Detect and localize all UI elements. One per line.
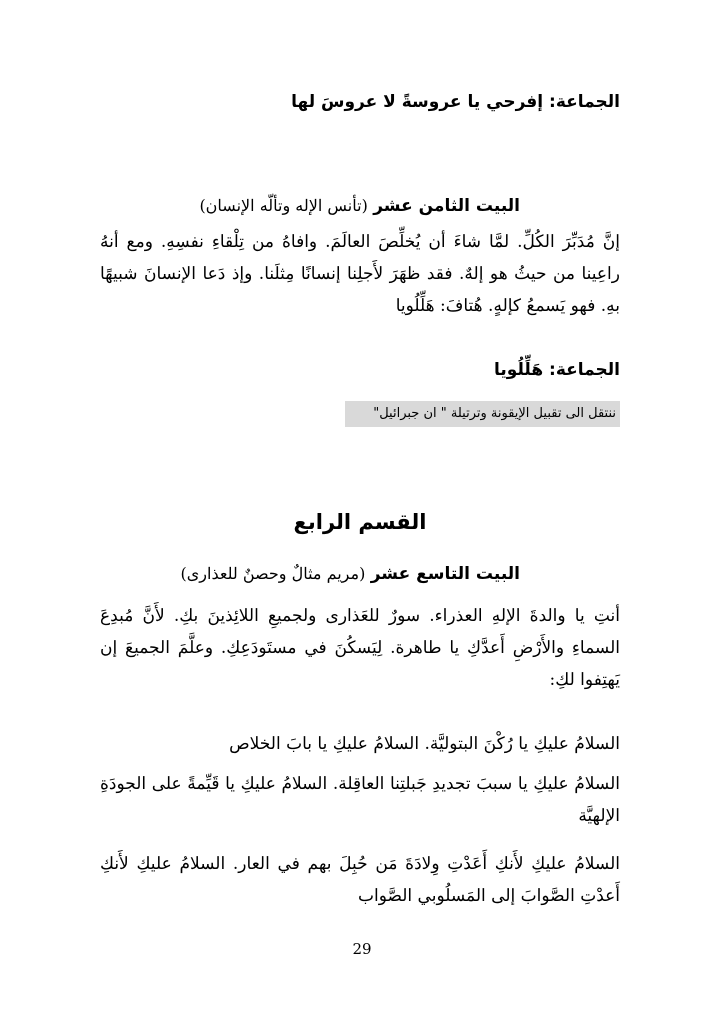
rubric-note: ننتقل الى تقبيل الإيقونة وترتيلة " ان جبرائيل"	[345, 401, 620, 427]
chorus-line: الجماعة: إفرحي يا عروسةً لا عروسَ لها	[291, 92, 620, 112]
salutation-line: السلامُ عليكِ يا سببَ تجديدِ جَبلتِنا العاقِلة. السلامُ عليكِ يا قَيِّمةً على الجودَةِ الإلهيَّة	[100, 774, 620, 826]
chorus-alleluia: الجماعة: هَلِّلُويا	[494, 360, 620, 380]
stanza-18-heading	[100, 196, 520, 216]
stanza-18-title: البيت الثامن عشر	[373, 196, 520, 216]
stanza-19-heading	[100, 564, 520, 584]
stanza-18-text: إنَّ مُدَبِّرَ الكُلِّ. لمَّا شاءَ أن يُخلِّصَ العالَمَ. وافاهُ من تِلْقاءِ نفسِهِ. ومع أنهُ راعِينا من حيثُ هو إلهٌ. فقد ظهَرَ لأَجلِنا إنسانًا مِثلَنا. وإذ دَعا الإنسانَ شبيهًا بهِ. فهو يَسمعُ كإلهٍ. هُتافَ: هَلِّلُويا	[100, 232, 620, 316]
stanza-18-subtitle: (تأنس الإله وتألّه الإنسان)	[199, 196, 368, 215]
salutation-line: السلامُ عليكِ لأَنكِ أَعَدْتِ وِلادَةَ مَن حُبِلَ بهم في العار. السلامُ عليكِ لأَنكِ أَعدْتِ الصَّوابَ إلى المَسلُوبي الصَّواب	[100, 854, 620, 906]
stanza-19-subtitle: (مريم مثالٌ وحصنٌ للعذارى)	[180, 564, 366, 583]
section-title: القسم الرابع	[293, 510, 427, 534]
page-number: 29	[352, 940, 372, 958]
stanza-19-title: البيت التاسع عشر	[370, 564, 520, 584]
salutation-line: السلامُ عليكِ يا رُكْنَ البتوليَّة. السلامُ عليكِ يا بابَ الخلاص	[229, 734, 620, 754]
stanza-19-text: أنتِ يا والدةَ الإلهِ العذراء. سورٌ للعَذارى ولجميعِ اللائِذينَ بكِ. لأَنَّ مُبدِعَ السماءِ والأَرْضِ أَعدَّكِ يا طاهرة. لِيَسكُنَ في مستَودَعِكِ. وعلَّمَ الجميعَ إن يَهتِفوا لكِ:	[100, 606, 620, 690]
